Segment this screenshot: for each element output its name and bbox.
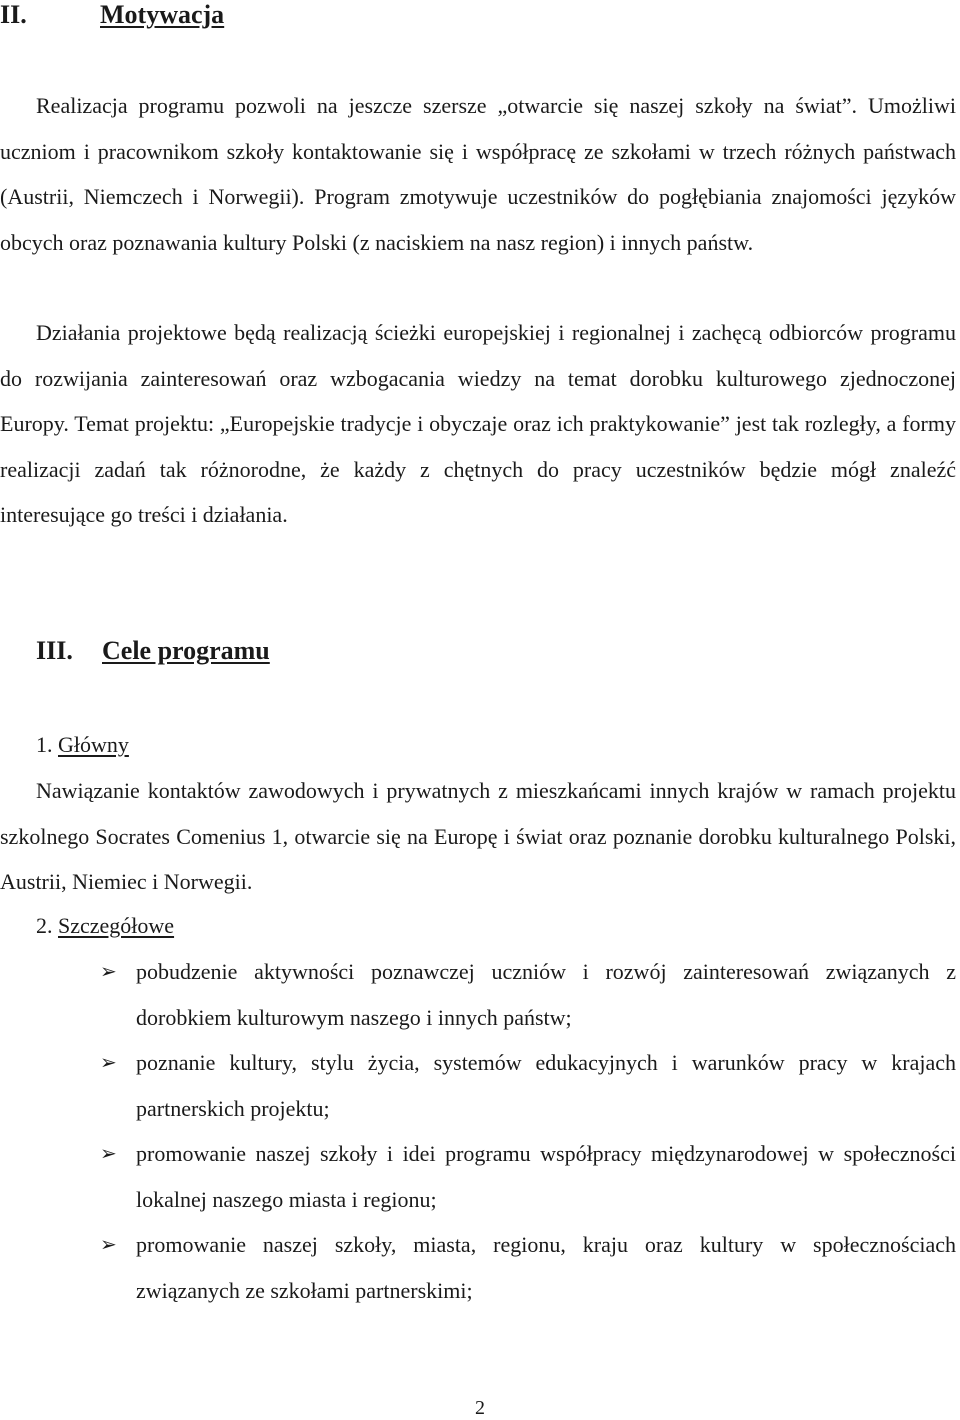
list-item xyxy=(100,1040,956,1131)
subheading-main-goal xyxy=(36,730,129,760)
section-number: III. xyxy=(36,636,73,665)
subheading-label: Szczegółowe xyxy=(58,913,175,938)
arrow-bullet-icon: ➢ xyxy=(100,1141,117,1165)
motivation-paragraph-2: Działania projektowe będą realizacją ścieżki europejskiej i regionalnej i zachęcą odbiorców programu do rozwijania zainteresowań oraz wzbogacania wiedzy na temat dorobku kulturowego zjednoczonej Europy. Temat projektu: „Europejskie tradycje i obyczaje oraz ich praktykowanie” jest tak rozległy, a formy realizacji zadań tak różnorodne, że każdy z chętnych do pracy uczestników będzie mógł znaleźć interesujące go treści i działania. xyxy=(0,320,956,527)
list-item-text: poznanie kultury, stylu życia, systemów edukacyjnych i warunków pracy w krajach partnerskich projektu; xyxy=(136,1050,956,1121)
list-item-text: promowanie naszej szkoły i idei programu współpracy międzynarodowej w społeczności lokalnej naszego miasta i regionu; xyxy=(136,1141,956,1212)
detailed-goals-list xyxy=(100,949,956,1313)
section-heading-motywacja xyxy=(0,0,224,30)
list-item xyxy=(100,949,956,1040)
list-item-text: promowanie naszej szkoły, miasta, regionu, kraju oraz kultury w społecznościach związanych ze szkołami partnerskimi; xyxy=(136,1232,956,1303)
section-heading-cele xyxy=(36,636,270,666)
main-goal-paragraph: Nawiązanie kontaktów zawodowych i prywatnych z mieszkańcami innych krajów w ramach projektu szkolnego Socrates Comenius 1, otwarcie się na Europę i świat oraz poznanie dorobku kulturalnego Polski, Austrii, Niemiec i Norwegii. xyxy=(0,778,956,894)
motivation-paragraph-1: Realizacja programu pozwoli na jeszcze szersze „otwarcie się naszej szkoły na świat”. Umożliwi uczniom i pracownikom szkoły kontaktowanie się i współpracę ze szkołami w trzech różnych państwach (Austrii, Niemczech i Norwegii). Program zmotywuje uczestników do pogłębiania znajomości języków obcych oraz poznawania kultury Polski (z naciskiem na nasz region) i innych państw. xyxy=(0,93,956,255)
subheading-label: Główny xyxy=(58,732,129,757)
arrow-bullet-icon: ➢ xyxy=(100,1232,117,1256)
arrow-bullet-icon: ➢ xyxy=(100,959,117,983)
subheading-detailed-goals xyxy=(36,911,174,941)
section-number: II. xyxy=(0,0,27,29)
list-item xyxy=(100,1131,956,1222)
subheading-number: 2. xyxy=(36,913,53,938)
arrow-bullet-icon: ➢ xyxy=(100,1050,117,1074)
page-number: 2 xyxy=(475,1397,485,1419)
list-item-text: pobudzenie aktywności poznawczej uczniów i rozwój zainteresowań związanych z dorobkiem kulturowym naszego i innych państw; xyxy=(136,959,956,1030)
list-item xyxy=(100,1222,956,1313)
subheading-number: 1. xyxy=(36,732,53,757)
section-title: Cele programu xyxy=(102,636,270,665)
section-title: Motywacja xyxy=(100,0,225,29)
